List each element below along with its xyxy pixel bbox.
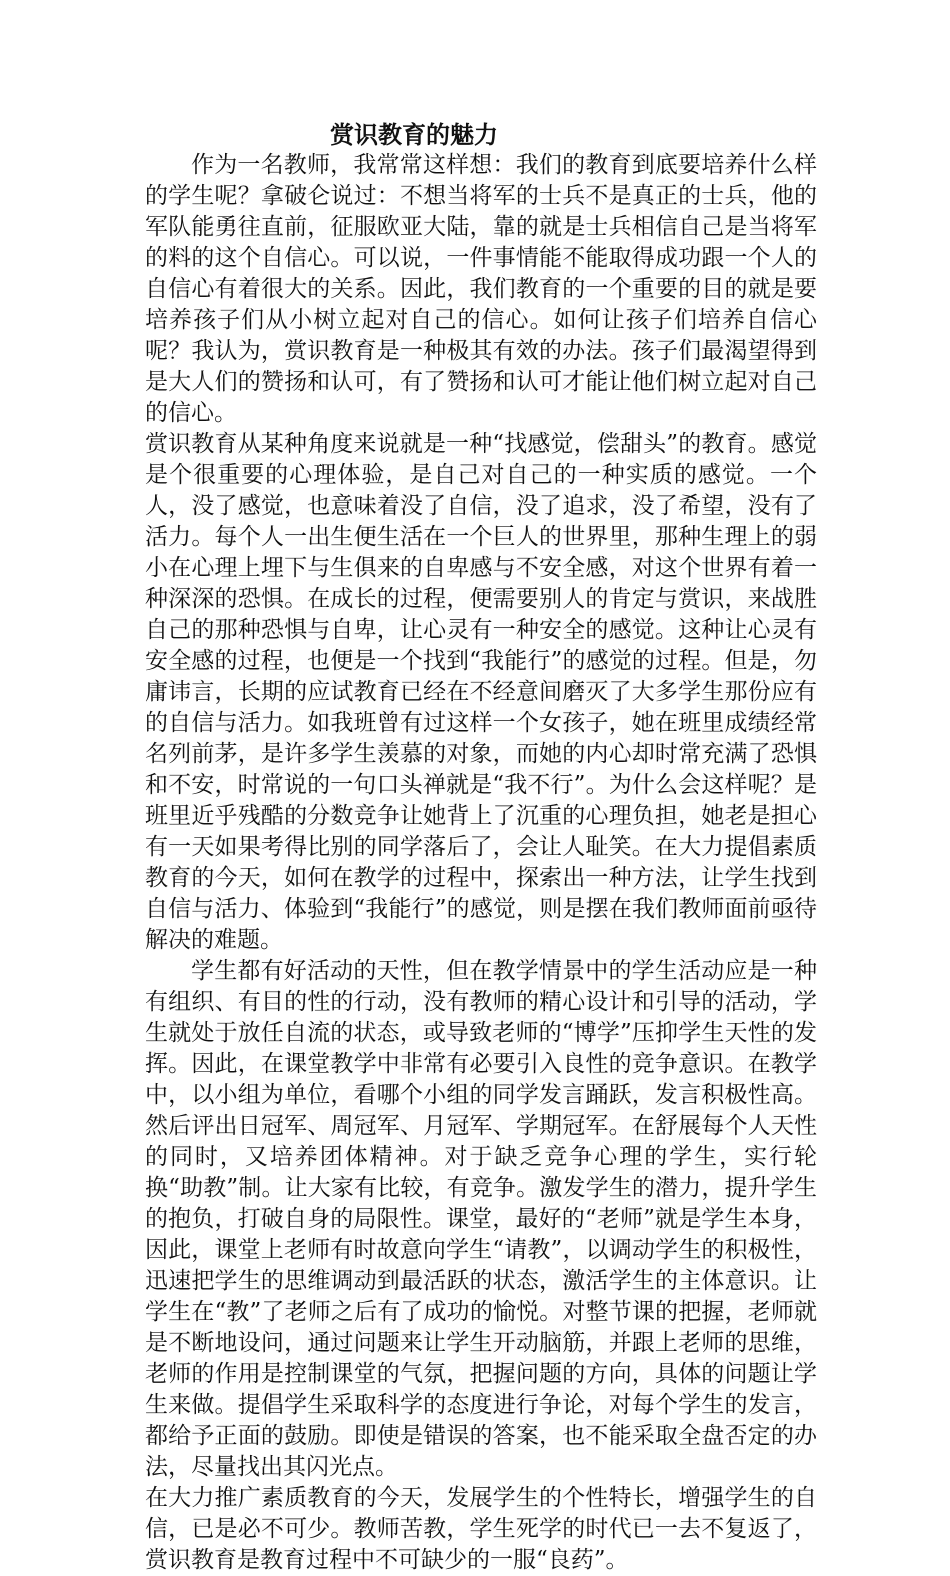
- document-body: [145, 150, 817, 1576]
- paragraph-4: 在大力推广素质教育的今天，发展学生的个性特长，增强学生的自信，已是必不可少。教师苦教，学生死学的时代已一去不复返了，赏识教育是教育过程中不可缺少的一服“良药”。: [145, 1485, 817, 1573]
- paragraph-1: 作为一名教师，我常常这样想：我们的教育到底要培养什么样的学生呢？拿破仑说过：不想当将军的士兵不是真正的士兵，他的军队能勇往直前，征服欧亚大陆，靠的就是士兵相信自己是当将军的料的这个自信心。可以说，一件事情能不能取得成功跟一个人的自信心有着很大的关系。因此，我们教育的一个重要的目的就是要培养孩子们从小树立起对自己的信心。如何让孩子们培养自信心呢？我认为，赏识教育是一种极其有效的办法。孩子们最渴望得到是大人们的赞扬和认可，有了赞扬和认可才能让他们树立起对自己的信心。: [145, 152, 817, 426]
- document-title: 赏识教育的魅力: [330, 120, 498, 149]
- paragraph-2: 赏识教育从某种角度来说就是一种“找感觉，偿甜头”的教育。感觉是个很重要的心理体验，是自己对自己的一种实质的感觉。一个人，没了感觉，也意味着没了自信，没了追求，没了希望，没有了活力。每个人一出生便生活在一个巨人的世界里，那种生理上的弱小在心理上埋下与生俱来的自卑感与不安全感，对这个世界有着一种深深的恐惧。在成长的过程，便需要别人的肯定与赏识，来战胜自己的那种恐惧与自卑，让心灵有一种安全的感觉。这种让心灵有安全感的过程，也便是一个找到“我能行”的感觉的过程。但是，勿庸讳言，长期的应试教育已经在不经意间磨灭了大多学生那份应有的自信与活力。如我班曾有过这样一个女孩子，她在班里成绩经常名列前茅，是许多学生羡慕的对象，而她的内心却时常充满了恐惧和不安，时常说的一句口头禅就是“我不行”。为什么会这样呢？是班里近乎残酷的分数竞争让她背上了沉重的心理负担，她老是担心有一天如果考得比别的同学落后了，会让人耻笑。在大力提倡素质教育的今天，如何在教学的过程中，探索出一种方法，让学生找到自信与活力、体验到“我能行”的感觉，则是摆在我们教师面前亟待解决的难题。: [145, 431, 817, 953]
- paragraph-3: 学生都有好活动的天性，但在教学情景中的学生活动应是一种有组织、有目的性的行动，没有教师的精心设计和引导的活动，学生就处于放任自流的状态，或导致老师的“博学”压抑学生天性的发挥。因此，在课堂教学中非常有必要引入良性的竞争意识。在教学中，以小组为单位，看哪个小组的同学发言踊跃，发言积极性高。然后评出日冠军、周冠军、月冠军、学期冠军。在舒展每个人天性的同时，又培养团体精神。对于缺乏竞争心理的学生，实行轮换“助教”制。让大家有比较，有竞争。激发学生的潜力，提升学生的抱负，打破自身的局限性。课堂，最好的“老师”就是学生本身，因此，课堂上老师有时故意向学生“请教”，以调动学生的积极性，迅速把学生的思维调动到最活跃的状态，激活学生的主体意识。让学生在“教”了老师之后有了成功的愉悦。对整节课的把握，老师就是不断地设问，通过问题来让学生开动脑筋，并跟上老师的思维，老师的作用是控制课堂的气氛，把握问题的方向，具体的问题让学生来做。提倡学生采取科学的态度进行争论，对每个学生的发言，都给予正面的鼓励。即使是错误的答案，也不能采取全盘否定的办法，尽量找出其闪光点。: [145, 958, 817, 1480]
